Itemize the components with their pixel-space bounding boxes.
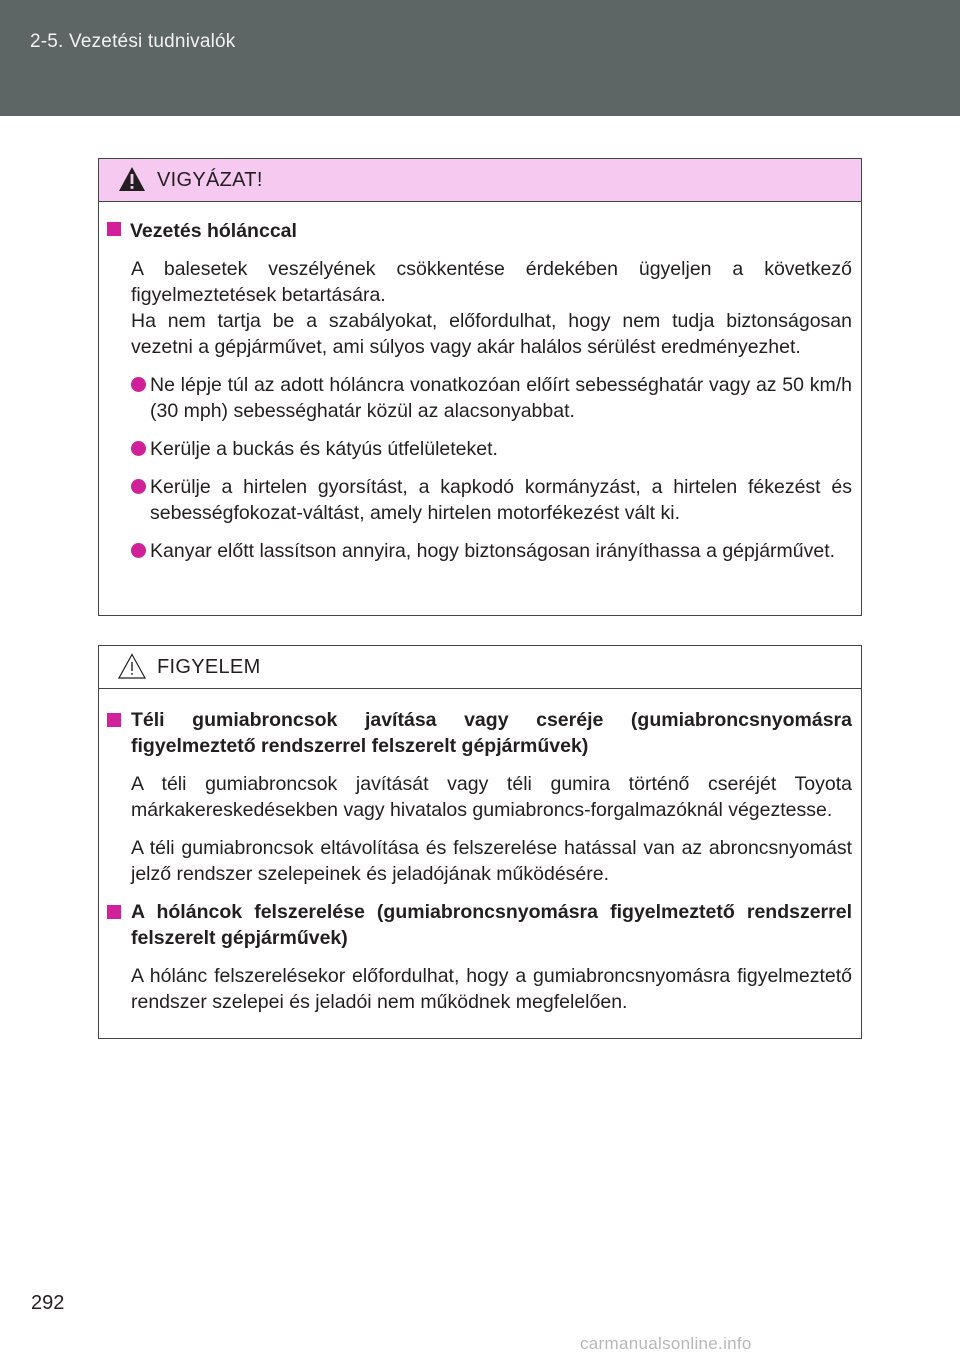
notice-heading: A hóláncok felszerelése (gumiabroncsnyomásra figyelmeztető rendszerrel felszerelt gépjárművek) [131,901,852,949]
square-bullet-icon [107,905,121,919]
caution-heading: Vezetés hólánccal [107,218,852,244]
caution-box [98,158,862,616]
caution-bullet: Kerülje a hirtelen gyorsítást, a kapkodó kormányzást, a hirtelen fékezést és sebességfokozat-váltást, amely hirtelen motorfékezést vált ki. [123,474,852,526]
notice-label: FIGYELEM [157,656,261,678]
caution-intro-2: Ha nem tartja be a szabályokat, előfordulhat, hogy nem tudja biztonságosan vezetni a gépjárművet, ami súlyos vagy akár halálos sérülést eredményezhet. [131,310,852,358]
round-bullet-icon [131,441,146,456]
warning-triangle-icon [117,165,147,193]
round-bullet-icon [131,543,146,558]
notice-paragraph: A téli gumiabroncsok javítását vagy téli gumira történő cseréjét Toyota márkakereskedésekben vagy hivatalos gumiabroncs-forgalmazóknál végeztesse. [131,773,852,821]
notice-paragraph: A hólánc felszerelésekor előfordulhat, hogy a gumiabroncsnyomásra figyelmeztető rendszer szelepei és jeladói nem működnek megfelelően. [131,965,852,1013]
page-number: 292 [31,1292,65,1314]
square-bullet-icon [107,713,121,727]
round-bullet-icon [131,377,146,392]
caution-label: VIGYÁZAT! [157,169,263,191]
round-bullet-icon [131,479,146,494]
notice-section [107,899,852,951]
watermark: carmanualsonline.info [580,1334,752,1353]
notice-box [98,645,862,1039]
page-header [0,0,960,116]
caution-bullet: Kerülje a buckás és kátyús útfelületeket. [123,436,852,462]
caution-bullet: Ne lépje túl az adott hóláncra vonatkozóan előírt sebességhatár vagy az 50 km/h (30 mph) sebességhatár közül az alacsonyabbat. [123,372,852,424]
notice-heading: Téli gumiabroncsok javítása vagy cseréje (gumiabroncsnyomásra figyelmeztető rendszerrel felszerelt gépjárművek) [131,709,852,757]
warning-triangle-outline-icon [117,652,147,680]
section-title: 2-5. Vezetési tudnivalók [30,31,236,52]
notice-header [99,646,861,689]
caution-intro-1: A balesetek veszélyének csökkentése érdekében ügyeljen a következő figyelmeztetések betartására. [131,258,852,306]
notice-section [107,707,852,759]
notice-paragraph: A téli gumiabroncsok eltávolítása és felszerelése hatással van az abroncsnyomást jelző rendszer szelepeinek és jeladójának működésére. [131,837,852,885]
square-bullet-icon [107,222,121,236]
caution-bullet: Kanyar előtt lassítson annyira, hogy biztonságosan irányíthassa a gépjárművet. [123,538,852,564]
caution-header [99,159,861,202]
